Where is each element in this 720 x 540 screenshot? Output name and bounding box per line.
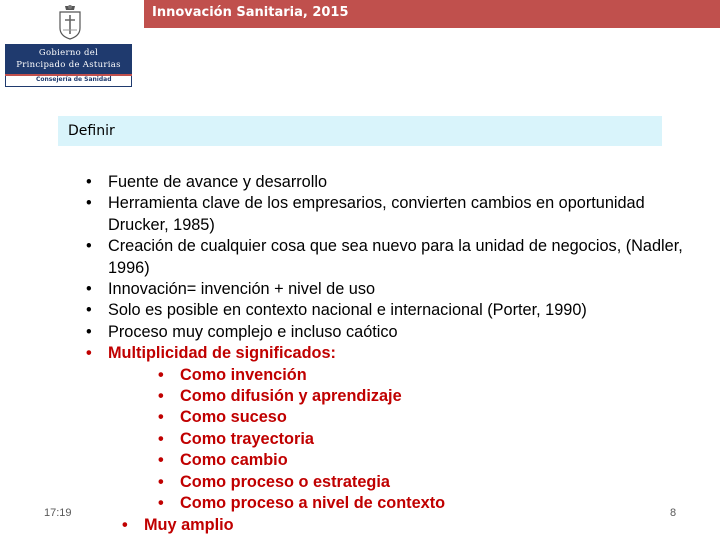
sub-bullet-text: Como trayectoria: [180, 429, 314, 448]
bullet-marker: •: [86, 322, 92, 341]
bullet-marker: •: [158, 429, 164, 448]
bullet-item: [86, 236, 686, 279]
slide-content: [86, 172, 686, 536]
government-logo: [0, 0, 140, 100]
sub-bullet-text: Como difusión y aprendizaje: [180, 387, 402, 406]
government-name-box: [5, 44, 132, 74]
gov-line-1: Gobierno del: [38, 48, 99, 58]
bullet-text: Solo es posible en contexto nacional e internacional (Porter, 1990): [108, 301, 587, 320]
bullet-item-highlight: [86, 343, 686, 364]
bullet-marker: •: [86, 280, 92, 299]
sub-bullet-item: [86, 407, 686, 428]
bullet-marker: •: [122, 515, 128, 534]
bullet-text: Proceso muy complejo e incluso caótico: [108, 322, 398, 341]
bullet-marker: •: [158, 387, 164, 406]
bullet-text: Herramienta clave de los empresarios, convierten cambios en oportunidad Drucker, 1985): [108, 194, 645, 234]
sub-bullet-text: Como cambio: [180, 451, 288, 470]
slide-time: 17:19: [44, 507, 72, 519]
bullet-marker: •: [86, 194, 92, 213]
bullet-item: [86, 193, 686, 236]
presentation-title-banner: [144, 0, 720, 28]
bullet-marker: •: [158, 408, 164, 427]
sub-bullet-text: Como suceso: [180, 408, 287, 427]
sub-bullet-item: [86, 493, 686, 514]
bullet-text: Multiplicidad de significados:: [108, 344, 336, 363]
final-bullet-item: [86, 515, 686, 536]
sub-bullet-item: [86, 429, 686, 450]
bullet-item: [86, 172, 686, 193]
slide-page-number: 8: [670, 507, 677, 519]
bullet-text: Creación de cualquier cosa que sea nuevo para la unidad de negocios, (Nadler, 1996): [108, 237, 683, 277]
bullet-marker: •: [158, 472, 164, 491]
department-divider: [5, 74, 132, 76]
bullet-marker: •: [86, 173, 92, 191]
sub-bullet-item: [86, 472, 686, 493]
bullet-marker: •: [86, 344, 92, 363]
gov-line-2: Principado de Asturias: [16, 60, 121, 70]
sub-bullet-text: Como proceso a nivel de contexto: [180, 494, 446, 513]
final-bullet-text: Muy amplio: [144, 515, 234, 534]
sub-bullet-text: Como proceso o estrategia: [180, 472, 390, 491]
bullet-marker: •: [158, 365, 164, 384]
sub-bullet-text: Como invención: [180, 365, 307, 384]
sub-bullet-item: [86, 450, 686, 471]
banner-title: Innovación Sanitaria, 2015: [152, 5, 349, 20]
bullet-marker: •: [158, 451, 164, 470]
section-title-box: [58, 116, 662, 146]
department-label: Consejería de Sanidad: [5, 74, 132, 87]
bullet-marker: •: [86, 237, 92, 256]
bullet-marker: •: [158, 494, 164, 513]
bullet-text: Innovación= invención + nivel de uso: [108, 280, 376, 299]
bullet-item: [86, 322, 686, 343]
bullet-marker: •: [86, 301, 92, 320]
bullet-text: Fuente de avance y desarrollo: [108, 173, 328, 191]
section-title: Definir: [68, 123, 115, 139]
coat-of-arms-icon: [57, 4, 83, 40]
bullet-item: [86, 300, 686, 321]
sub-bullet-item: [86, 386, 686, 407]
bullet-item: [86, 279, 686, 300]
sub-bullet-item: [86, 365, 686, 386]
